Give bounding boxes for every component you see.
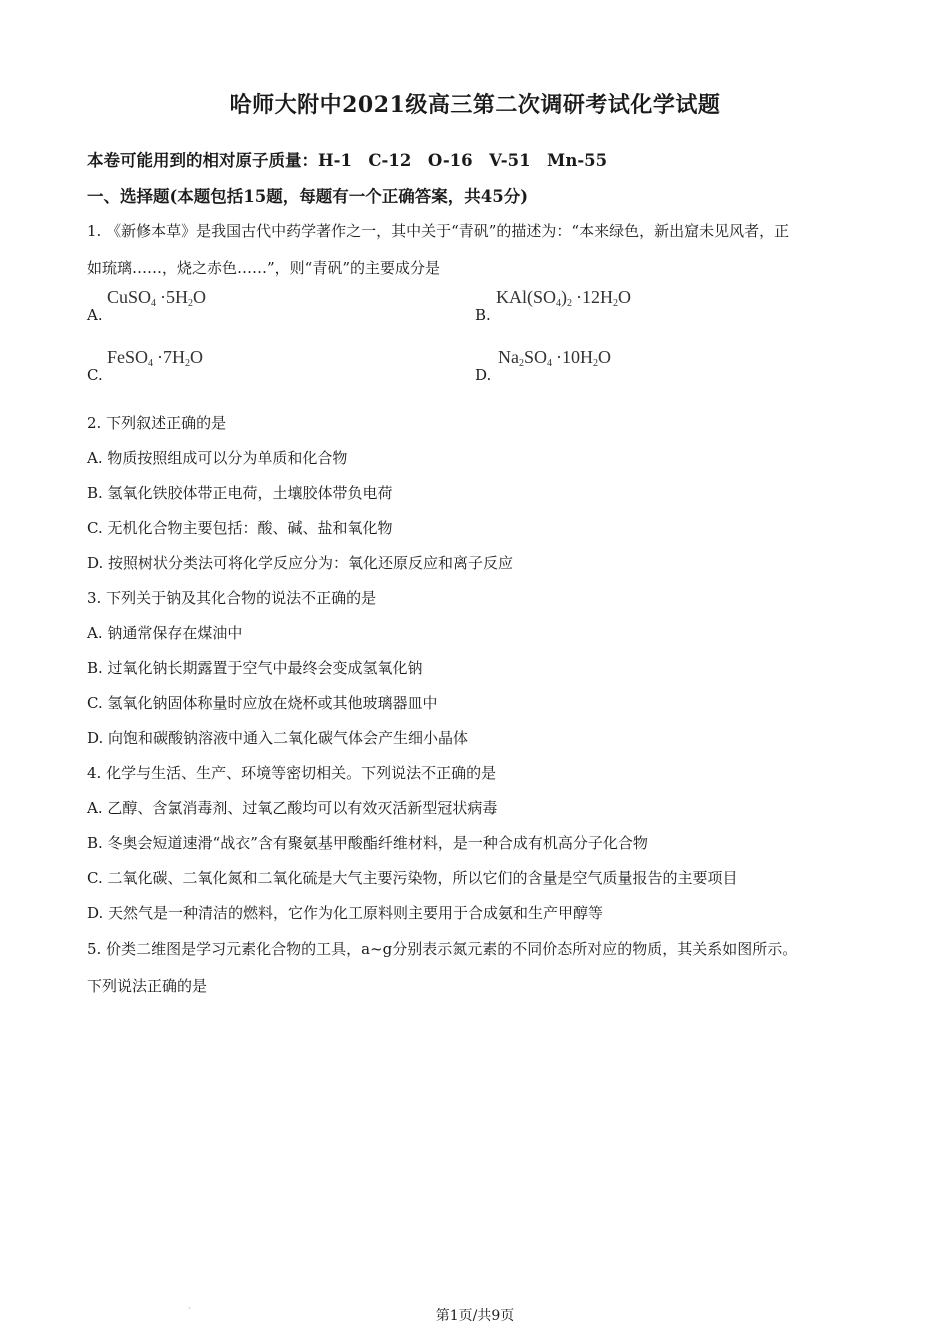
q4-option-b: B. 冬奥会短道速滑“战衣”含有聚氨基甲酸酯纤维材料，是一种合成有机高分子化合物 <box>87 834 648 852</box>
page-footer: 第1页/共9页 <box>435 1308 515 1324</box>
q4-option-a: A. 乙醇、含氯消毒剂、过氧乙酸均可以有效灭活新型冠状病毒 <box>87 799 498 817</box>
option-letter: C. <box>87 366 103 384</box>
q3-stem: 3. 下列关于钠及其化合物的说法不正确的是 <box>87 589 377 607</box>
section-heading: 一、选择题(本题包括15题，每题有一个正确答案，共45分) <box>87 187 529 206</box>
q3-option-c: C. 氢氧化钠固体称量时应放在烧杯或其他玻璃器皿中 <box>87 694 438 712</box>
option-letter: A. <box>87 306 103 324</box>
q1-stem-line1: 1. 《新修本草》是我国古代中药学著作之一，其中关于“青矾”的描述为：“本来绿色，新出窟未见风者，正 <box>87 222 790 240</box>
q2-option-c: C. 无机化合物主要包括：酸、碱、盐和氧化物 <box>87 519 393 537</box>
q3-option-a: A. 钠通常保存在煤油中 <box>87 624 243 642</box>
option-letter: D. <box>475 366 492 384</box>
q4-stem: 4. 化学与生活、生产、环境等密切相关。下列说法不正确的是 <box>87 764 497 782</box>
q1-stem-line2: 如琉璃……，烧之赤色……”，则“青矾”的主要成分是 <box>87 259 441 277</box>
option-letter: B. <box>475 306 491 324</box>
q2-stem: 2. 下列叙述正确的是 <box>87 414 227 432</box>
q1-option-c-formula: FeSO$_4$ $\cdot 7H_2O$ <box>107 347 204 369</box>
q2-option-d: D. 按照树状分类法可将化学反应分为：氧化还原反应和离子反应 <box>87 554 514 572</box>
q2-option-b: B. 氢氧化铁胶体带正电荷，土壤胶体带负电荷 <box>87 484 393 502</box>
q5-stem-line2: 下列说法正确的是 <box>87 977 208 995</box>
scan-dot: · <box>188 1304 191 1313</box>
q4-option-d: D. 天然气是一种清洁的燃料，它作为化工原料则主要用于合成氨和生产甲醇等 <box>87 904 604 922</box>
q5-stem-line1: 5. 价类二维图是学习元素化合物的工具，a~g分别表示氮元素的不同价态所对应的物质，其关系如图所示。 <box>87 940 798 958</box>
atomic-masses-note: 本卷可能用到的相对原子质量：H-1 C-12 O-16 V-51 Mn-55 <box>87 151 608 170</box>
q2-option-a: A. 物质按照组成可以分为单质和化合物 <box>87 449 348 467</box>
q1-option-b-formula: $KAl(SO_4)_2 \cdot 12H_2O$ <box>496 287 632 309</box>
q3-option-d: D. 向饱和碳酸钠溶液中通入二氧化碳气体会产生细小晶体 <box>87 729 469 747</box>
q1-option-a-formula: CuSO$_4$ $\cdot 5H_2O$ <box>107 287 207 309</box>
page-title: 哈师大附中2021级高三第二次调研考试化学试题 <box>229 92 721 118</box>
q3-option-b: B. 过氧化钠长期露置于空气中最终会变成氢氧化钠 <box>87 659 423 677</box>
q1-option-d-formula: $Na_2SO_4 \cdot 10H_2O$ <box>498 347 612 369</box>
q4-option-c: C. 二氧化碳、二氧化氮和二氧化硫是大气主要污染物，所以它们的含量是空气质量报告的主要项目 <box>87 869 738 887</box>
